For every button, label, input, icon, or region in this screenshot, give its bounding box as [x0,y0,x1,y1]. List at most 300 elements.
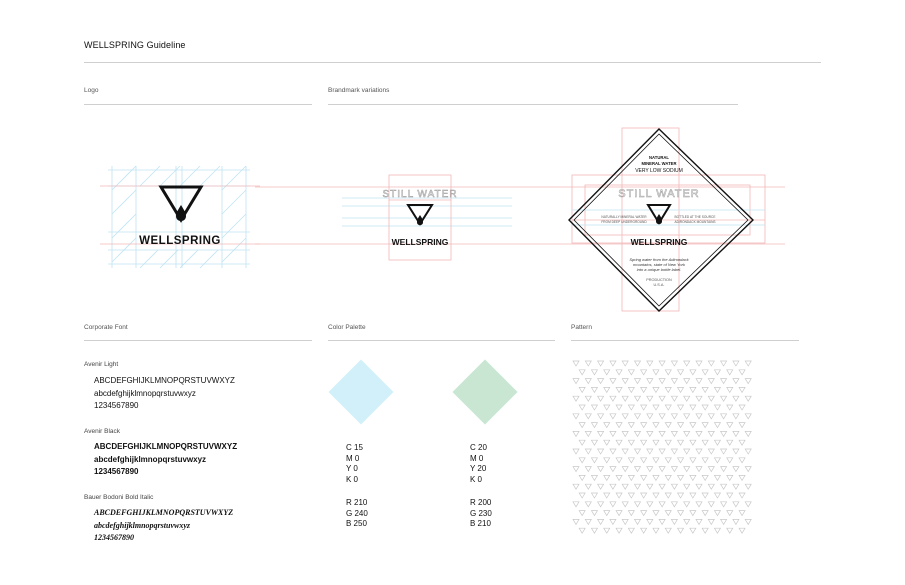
pattern-mark [733,502,739,507]
pattern-mark [684,502,690,507]
pattern-mark [702,405,708,410]
pattern-mark [641,511,647,516]
pattern-mark [739,528,745,533]
pattern-mark [591,511,597,516]
pattern-mark [690,493,696,498]
pattern-mark [745,502,751,507]
pattern-mark [659,502,665,507]
pattern-mark [671,484,677,489]
pattern-mark [739,440,745,445]
pattern-mark [659,379,665,384]
swatch-blue [328,359,393,424]
pattern-mark [690,511,696,516]
pattern-mark [591,370,597,375]
pattern-grid [572,358,758,538]
pattern-mark [665,370,671,375]
pattern-mark [604,528,610,533]
pattern-mark [641,528,647,533]
pattern-mark [635,361,641,366]
pattern-mark [573,449,579,454]
svg-text:into a unique bottle label.: into a unique bottle label. [636,267,682,272]
pattern-mark [696,449,702,454]
pattern-mark [696,467,702,472]
pattern-mark [721,502,727,507]
pattern-mark [727,423,733,428]
pattern-mark [616,405,622,410]
brandmark-wordmark: WELLSPRING [391,237,449,247]
pattern-mark [659,449,665,454]
pattern-mark [665,423,671,428]
pattern-mark [684,449,690,454]
font-name: Avenir Light [84,361,119,368]
pattern-mark [702,458,708,463]
cmyk-values: C 15 M 0 Y 0 K 0 [346,443,363,484]
pattern-mark [653,493,659,498]
section-divider-logo [84,104,312,105]
pattern-mark [647,484,653,489]
pattern-mark [591,458,597,463]
pattern-mark [647,396,653,401]
pattern-mark [598,414,604,419]
brandmark-still-water [342,170,512,270]
section-divider-font [84,340,312,341]
pattern-mark [653,475,659,480]
pattern-mark [573,519,579,524]
section-label-pattern: Pattern [571,324,592,331]
pattern-mark [714,458,720,463]
pattern-mark [604,423,610,428]
pattern-mark [641,458,647,463]
pattern-mark [628,423,634,428]
pattern-mark [708,467,714,472]
pattern-mark [708,502,714,507]
pattern-mark [653,370,659,375]
pattern-mark [604,475,610,480]
pattern-mark [690,370,696,375]
pattern-mark [616,528,622,533]
svg-text:ADIRONDACK MOUNTAINS: ADIRONDACK MOUNTAINS [674,220,716,224]
pattern-mark [733,396,739,401]
pattern-mark [635,519,641,524]
pattern-mark [702,511,708,516]
pattern-mark [622,361,628,366]
pattern-mark [579,405,585,410]
pattern-mark [579,528,585,533]
pattern-mark [739,458,745,463]
pattern-mark [702,440,708,445]
pattern-mark [653,387,659,392]
pattern-mark [598,467,604,472]
pattern-mark [585,449,591,454]
pattern-mark [604,405,610,410]
pattern-mark [678,370,684,375]
pattern-mark [598,396,604,401]
pattern-mark [690,440,696,445]
pattern-mark [610,379,616,384]
pattern-mark [585,414,591,419]
pattern-mark [598,361,604,366]
pattern-mark [622,414,628,419]
pattern-mark [665,440,671,445]
pattern-mark [714,440,720,445]
pattern-mark [635,396,641,401]
pattern-mark [616,475,622,480]
pattern-mark [708,361,714,366]
pattern-mark [610,431,616,436]
pattern-mark [690,475,696,480]
pattern-mark [653,405,659,410]
pattern-mark [598,379,604,384]
pattern-mark [665,458,671,463]
pattern-mark [598,519,604,524]
pattern-mark [690,528,696,533]
pattern-mark [647,502,653,507]
pattern-mark [745,431,751,436]
pattern-mark [573,396,579,401]
pattern-mark [598,484,604,489]
pattern-mark [579,511,585,516]
pattern-mark [678,440,684,445]
pattern-mark [714,493,720,498]
pattern-mark [671,502,677,507]
logo-construction [100,160,260,270]
font-sample: ABCDEFGHIJKLMNOPQRSTUVWXYZ abcdefghijklmnopqrstuvwxyz 1234567890 [94,508,234,542]
pattern-mark [616,458,622,463]
pattern-mark [696,361,702,366]
pattern-mark [684,484,690,489]
pattern-mark [678,528,684,533]
pattern-mark [628,458,634,463]
pattern-mark [641,475,647,480]
pattern-mark [733,484,739,489]
pattern-mark [727,493,733,498]
pattern-mark [745,379,751,384]
pattern-mark [641,440,647,445]
section-label-brandmark: Brandmark variations [328,87,390,94]
pattern-mark [702,493,708,498]
pattern-mark [610,502,616,507]
pattern-mark [598,431,604,436]
pattern-mark [678,387,684,392]
pattern-mark [610,467,616,472]
pattern-mark [610,519,616,524]
pattern-mark [684,396,690,401]
pattern-mark [628,528,634,533]
pattern-mark [641,370,647,375]
section-label-font: Corporate Font [84,324,128,331]
pattern-mark [628,387,634,392]
pattern-mark [690,423,696,428]
pattern-mark [647,449,653,454]
pattern-mark [733,449,739,454]
pattern-mark [604,370,610,375]
header-divider [84,62,821,63]
pattern-mark [714,528,720,533]
pattern-mark [573,431,579,436]
pattern-mark [721,396,727,401]
still-water-text: STILL WATER [382,189,458,200]
pattern-mark [659,361,665,366]
pattern-mark [708,379,714,384]
pattern-mark [727,370,733,375]
pattern-mark [604,387,610,392]
pattern-mark [714,370,720,375]
pattern-mark [622,484,628,489]
pattern-mark [659,396,665,401]
svg-text:U.S.A.: U.S.A. [653,283,665,287]
pattern-mark [739,493,745,498]
pattern-mark [647,414,653,419]
swatch-green [452,359,517,424]
pattern-mark [739,387,745,392]
pattern-mark [635,467,641,472]
pattern-mark [591,440,597,445]
pattern-mark [622,396,628,401]
svg-text:FROM DEEP UNDERGROUND: FROM DEEP UNDERGROUND [601,220,647,224]
pattern-mark [678,458,684,463]
pattern-mark [671,379,677,384]
pattern-mark [665,528,671,533]
pattern-mark [598,502,604,507]
logo-wordmark: WELLSPRING [139,235,221,247]
pattern-mark [745,467,751,472]
pattern-mark [641,405,647,410]
pattern-mark [665,493,671,498]
pattern-mark [708,414,714,419]
pattern-mark [702,528,708,533]
pattern-mark [616,440,622,445]
pattern-mark [635,449,641,454]
pattern-mark [721,467,727,472]
pattern-mark [585,519,591,524]
pattern-mark [671,449,677,454]
font-name: Avenir Black [84,428,121,435]
svg-text:NATURALLY MINERAL WATER: NATURALLY MINERAL WATER [601,215,647,219]
pattern-mark [721,414,727,419]
pattern-mark [591,475,597,480]
pattern-mark [727,511,733,516]
pattern-mark [622,449,628,454]
cmyk-values: C 20 M 0 Y 20 K 0 [470,443,487,484]
pattern-mark [671,519,677,524]
svg-text:BOTTLED AT THE SOURCE: BOTTLED AT THE SOURCE [674,215,716,219]
pattern-mark [579,440,585,445]
pattern-mark [721,361,727,366]
pattern-mark [714,405,720,410]
pattern-mark [727,458,733,463]
pattern-mark [721,449,727,454]
pattern-mark [733,361,739,366]
pattern-mark [591,387,597,392]
svg-text:VERY LOW SODIUM: VERY LOW SODIUM [635,168,683,174]
pattern-mark [616,423,622,428]
pattern-mark [708,431,714,436]
svg-text:mountains, state of New York: mountains, state of New York [633,262,685,267]
pattern-mark [733,519,739,524]
pattern-mark [579,423,585,428]
pattern-mark [659,484,665,489]
pattern-mark [714,511,720,516]
badge-still-water: STILL WATER [618,188,700,200]
pattern-mark [727,405,733,410]
pattern-mark [739,370,745,375]
badge-wordmark: WELLSPRING [630,237,688,247]
brandmark-badge [567,125,767,315]
pattern-mark [628,511,634,516]
pattern-mark [708,519,714,524]
pattern-mark [622,467,628,472]
pattern-mark [647,467,653,472]
pattern-mark [684,467,690,472]
pattern-mark [745,361,751,366]
pattern-mark [628,405,634,410]
pattern-mark [573,502,579,507]
pattern-mark [745,519,751,524]
pattern-mark [665,405,671,410]
pattern-mark [622,519,628,524]
pattern-mark [573,361,579,366]
pattern-mark [635,431,641,436]
pattern-mark [659,431,665,436]
pattern-mark [671,361,677,366]
pattern-mark [702,475,708,480]
pattern-mark [702,387,708,392]
pattern-mark [585,379,591,384]
pattern-mark [635,414,641,419]
pattern-mark [647,379,653,384]
pattern-mark [727,440,733,445]
pattern-mark [585,484,591,489]
pattern-mark [690,458,696,463]
pattern-mark [573,467,579,472]
pattern-mark [653,458,659,463]
pattern-mark [610,484,616,489]
pattern-mark [622,379,628,384]
section-label-palette: Color Palette [328,324,366,331]
pattern-mark [616,370,622,375]
pattern-mark [739,405,745,410]
pattern-mark [678,423,684,428]
pattern-mark [641,387,647,392]
pattern-mark [647,431,653,436]
pattern-mark [635,379,641,384]
pattern-mark [727,387,733,392]
pattern-mark [721,379,727,384]
pattern-mark [733,467,739,472]
pattern-mark [696,396,702,401]
pattern-mark [647,361,653,366]
pattern-mark [610,396,616,401]
pattern-mark [653,511,659,516]
pattern-mark [610,361,616,366]
pattern-mark [690,387,696,392]
pattern-mark [628,493,634,498]
pattern-mark [721,519,727,524]
pattern-mark [745,484,751,489]
pattern-mark [690,405,696,410]
pattern-mark [708,484,714,489]
pattern-mark [659,467,665,472]
pattern-mark [708,449,714,454]
pattern-mark [616,511,622,516]
pattern-mark [745,449,751,454]
pattern-mark [622,502,628,507]
pattern-mark [739,475,745,480]
pattern-mark [579,458,585,463]
pattern-mark [696,502,702,507]
pattern-mark [678,405,684,410]
pattern-mark [585,361,591,366]
font-sample: ABCDEFGHIJKLMNOPQRSTUVWXYZ abcdefghijklmnopqrstuvwxyz 1234567890 [94,442,238,476]
pattern-mark [665,511,671,516]
pattern-mark [579,475,585,480]
pattern-mark [604,511,610,516]
pattern-mark [684,379,690,384]
pattern-mark [585,502,591,507]
pattern-mark [678,493,684,498]
svg-text:PRODUCTION: PRODUCTION [646,278,672,282]
pattern-mark [659,519,665,524]
pattern-mark [622,431,628,436]
pattern-mark [696,484,702,489]
svg-text:MINERAL WATER: MINERAL WATER [641,161,677,166]
pattern-mark [610,449,616,454]
pattern-mark [684,361,690,366]
pattern-mark [684,431,690,436]
pattern-mark [733,414,739,419]
pattern-mark [671,431,677,436]
pattern-mark [727,528,733,533]
pattern-mark [573,484,579,489]
pattern-mark [665,387,671,392]
pattern-mark [684,414,690,419]
pattern-mark [641,493,647,498]
pattern-mark [721,431,727,436]
pattern-mark [745,396,751,401]
pattern-mark [616,387,622,392]
pattern-mark [733,431,739,436]
pattern-mark [635,484,641,489]
section-label-logo: Logo [84,87,99,94]
pattern-mark [579,493,585,498]
pattern-mark [591,528,597,533]
font-name: Bauer Bodoni Bold Italic [84,494,154,501]
pattern-mark [733,379,739,384]
pattern-mark [714,423,720,428]
pattern-mark [696,519,702,524]
pattern-mark [591,405,597,410]
font-sample: ABCDEFGHIJKLMNOPQRSTUVWXYZ abcdefghijklmnopqrstuvwxyz 1234567890 [94,376,235,410]
pattern-mark [702,423,708,428]
pattern-mark [579,370,585,375]
pattern-mark [598,449,604,454]
pattern-mark [579,387,585,392]
section-divider-brandmark [328,104,738,105]
pattern-mark [678,511,684,516]
pattern-mark [727,475,733,480]
pattern-mark [659,414,665,419]
pattern-mark [604,493,610,498]
svg-text:NATURAL: NATURAL [649,155,669,160]
pattern-mark [573,414,579,419]
pattern-mark [671,467,677,472]
pattern-mark [671,414,677,419]
pattern-mark [604,440,610,445]
pattern-mark [653,423,659,428]
pattern-mark [585,467,591,472]
pattern-mark [678,475,684,480]
pattern-mark [721,484,727,489]
